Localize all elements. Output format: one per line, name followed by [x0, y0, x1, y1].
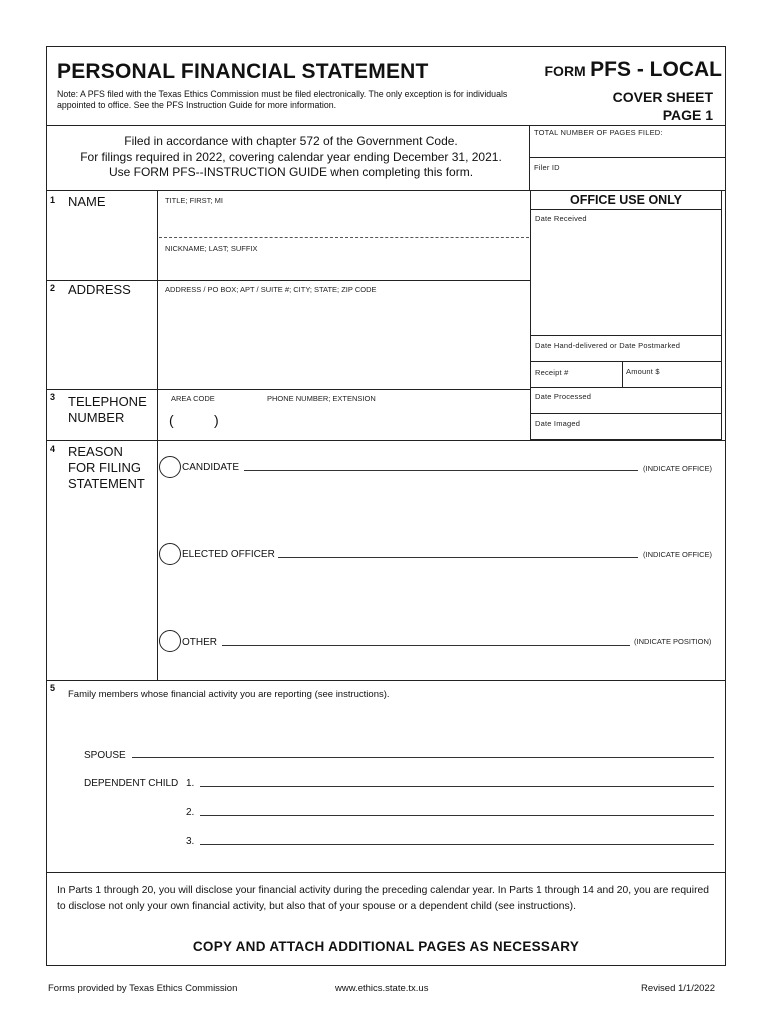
cover-sheet-label: COVER SHEET: [612, 89, 713, 105]
filed-line-1: Filed in accordance with chapter 572 of the Government Code.: [124, 134, 458, 148]
name-title-hint: TITLE; FIRST; MI: [165, 196, 223, 205]
phone-number-hint: PHONE NUMBER; EXTENSION: [267, 394, 376, 403]
candidate-label: CANDIDATE: [182, 462, 240, 473]
form-id: [526, 58, 722, 82]
child-3-line[interactable]: [200, 844, 714, 845]
name-label: NAME: [68, 194, 106, 209]
other-position-line[interactable]: [222, 645, 630, 646]
office-use-box: [530, 190, 722, 440]
reason-label-line3: STATEMENT: [68, 476, 145, 491]
area-code-hint: AREA CODE: [171, 394, 215, 403]
name-first-field[interactable]: [159, 205, 529, 235]
spouse-line[interactable]: [132, 757, 714, 758]
address-field[interactable]: [159, 296, 529, 388]
name-last-field[interactable]: [159, 253, 529, 279]
paren-open: (: [169, 412, 174, 428]
date-imaged-label: Date Imaged: [535, 419, 581, 428]
area-code-field[interactable]: [165, 410, 225, 434]
child-1-line[interactable]: [200, 786, 714, 787]
section-divider: [46, 440, 726, 441]
name-dashed-divider: [159, 237, 529, 238]
section-divider: [46, 872, 726, 873]
office-use-rule: [531, 361, 721, 362]
receipt-label: Receipt #: [535, 368, 569, 377]
section-5-number: 5: [50, 683, 56, 693]
filed-line-3: Use FORM PFS--INSTRUCTION GUIDE when completing this form.: [108, 165, 474, 179]
office-use-title: OFFICE USE ONLY: [569, 193, 683, 207]
paren-close: ): [214, 412, 219, 428]
office-use-rule: [531, 413, 721, 414]
child-3-number: 3.: [186, 836, 195, 847]
total-pages-label: TOTAL NUMBER OF PAGES FILED:: [534, 128, 663, 137]
date-processed-label: Date Processed: [535, 392, 592, 401]
other-label: OTHER: [182, 637, 217, 648]
form-prefix: FORM: [544, 63, 586, 79]
elected-officer-office-line[interactable]: [278, 557, 638, 558]
elected-officer-radio[interactable]: [159, 543, 181, 565]
address-label: ADDRESS: [68, 282, 131, 297]
name-nickname-hint: NICKNAME; LAST; SUFFIX: [165, 244, 258, 253]
elected-officer-hint: (INDICATE OFFICE): [643, 550, 713, 559]
filing-instructions-text: [56, 134, 526, 181]
section-divider: [46, 280, 530, 281]
address-hint: ADDRESS / PO BOX; APT / SUITE #; CITY; STATE; ZIP CODE: [165, 285, 377, 294]
candidate-hint: (INDICATE OFFICE): [643, 464, 713, 473]
child-2-number: 2.: [186, 807, 195, 818]
reason-label-line2: FOR FILING: [68, 460, 141, 475]
footer-url[interactable]: www.ethics.state.tx.us: [335, 983, 429, 994]
dependent-child-label: DEPENDENT CHILD: [84, 778, 179, 789]
footer-left: Forms provided by Texas Ethics Commission: [48, 983, 238, 994]
label-column-divider: [157, 190, 158, 680]
office-use-rule: [531, 387, 721, 388]
date-hand-delivered-label: Date Hand-delivered or Date Postmarked: [535, 341, 681, 350]
section-2-number: 2: [50, 283, 56, 293]
spouse-label: SPOUSE: [84, 750, 126, 761]
telephone-label-line1: TELEPHONE: [68, 394, 147, 409]
child-1-number: 1.: [186, 778, 195, 789]
telephone-label: [68, 394, 147, 426]
filer-id-label: Filer ID: [534, 163, 560, 172]
reason-label: [68, 444, 145, 492]
footer-revised: Revised 1/1/2022: [641, 983, 715, 994]
family-intro: Family members whose financial activity you are reporting (see instructions).: [68, 689, 390, 700]
office-use-rule: [531, 209, 721, 210]
other-hint: (INDICATE POSITION): [634, 637, 712, 646]
section-3-number: 3: [50, 392, 56, 402]
other-radio[interactable]: [159, 630, 181, 652]
child-2-line[interactable]: [200, 815, 714, 816]
section-divider: [46, 680, 726, 681]
candidate-office-line[interactable]: [244, 470, 638, 471]
copy-attach-notice: COPY AND ATTACH ADDITIONAL PAGES AS NECESSARY: [192, 939, 580, 954]
page-title: PERSONAL FINANCIAL STATEMENT: [57, 60, 429, 83]
reason-label-line1: REASON: [68, 444, 123, 459]
section-divider: [46, 389, 530, 390]
candidate-radio[interactable]: [159, 456, 181, 478]
filed-line-2: For filings required in 2022, covering calendar year ending December 31, 2021.: [80, 149, 502, 164]
disclosure-note: In Parts 1 through 20, you will disclose your financial activity during the preceding calendar year. In Parts 1 through 14 and 20, you are required to disclose not only your own financial activity, but also that of your spouse or a dependent child (see instructions).: [57, 885, 709, 912]
section-4-number: 4: [50, 444, 56, 454]
elected-officer-label: ELECTED OFFICER: [182, 549, 275, 560]
amount-label: Amount $: [626, 367, 660, 376]
header-note: Note: A PFS filed with the Texas Ethics Commission must be filed electronically. The only exception is for individuals appointed to office. See the PFS Instruction Guide for more information.: [57, 89, 508, 110]
form-name: PFS - LOCAL: [590, 58, 722, 81]
section-1-number: 1: [50, 195, 56, 205]
date-received-label: Date Received: [535, 214, 587, 223]
office-use-rule: [531, 335, 721, 336]
telephone-label-line2: NUMBER: [68, 410, 125, 425]
phone-number-field[interactable]: [262, 410, 527, 434]
office-use-rule: [622, 361, 623, 387]
page-label: PAGE 1: [662, 107, 713, 123]
